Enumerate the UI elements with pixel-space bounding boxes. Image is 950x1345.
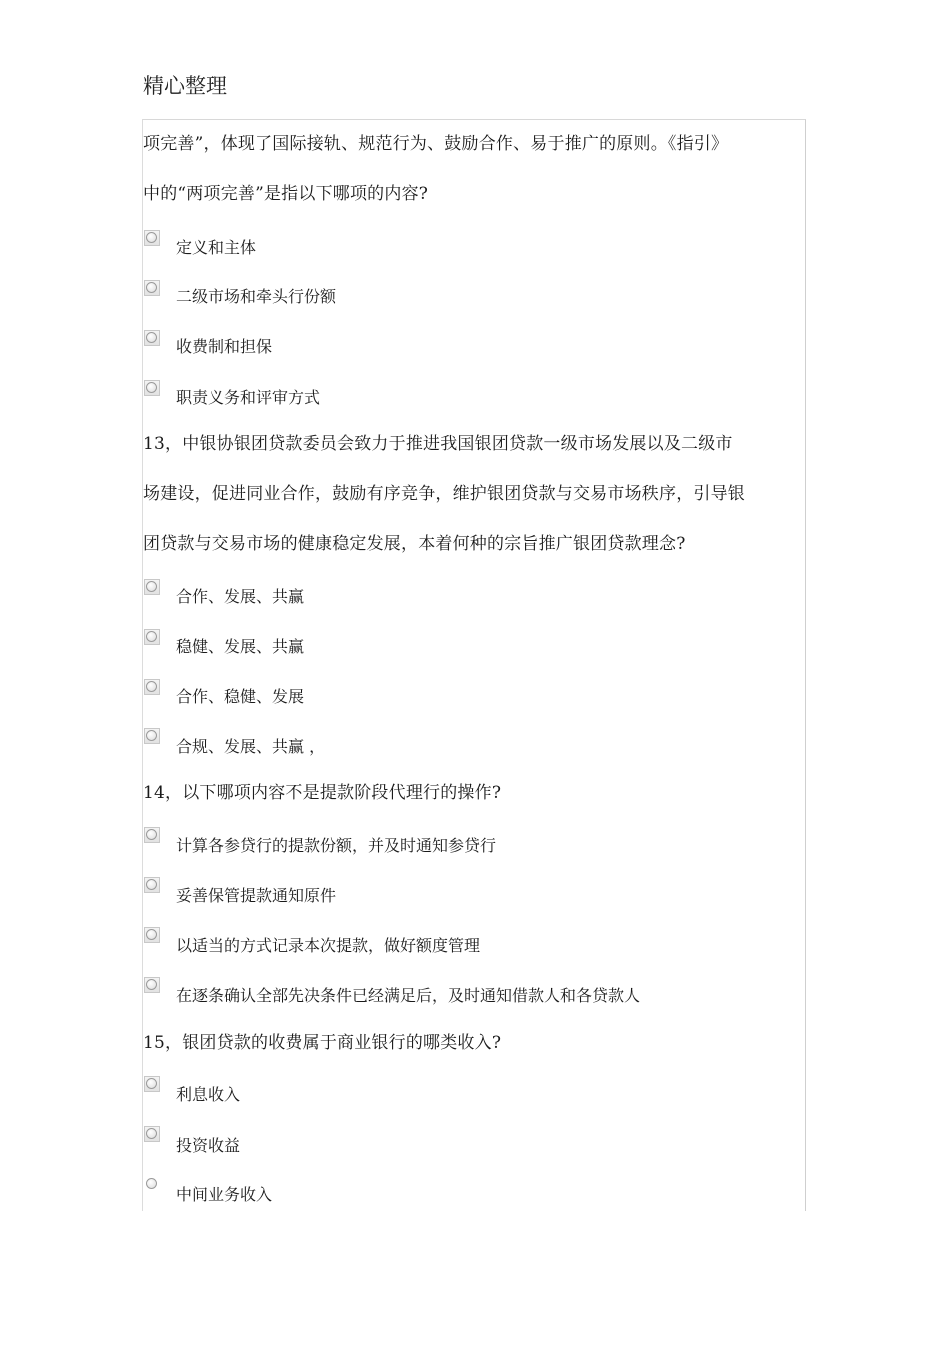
- question-13-option-2: 稳健、发展、共赢: [176, 637, 305, 656]
- radio-option-icon[interactable]: [144, 1126, 160, 1142]
- question-14-option-1: 计算各参贷行的提款份额，并及时通知参贷行: [176, 836, 497, 855]
- question-14-option-2: 妥善保管提款通知原件: [176, 886, 337, 905]
- radio-option-icon[interactable]: [144, 728, 160, 744]
- radio-option-icon[interactable]: [144, 629, 160, 645]
- radio-option-icon[interactable]: [144, 877, 160, 893]
- question-13-text-line-3: 团贷款与交易市场的健康稳定发展，本着何种的宗旨推广银团贷款理念?: [143, 534, 686, 554]
- radio-option-icon[interactable]: [144, 827, 160, 843]
- question-15-option-3: 中间业务收入: [176, 1185, 273, 1204]
- page-header: 精心整理: [143, 74, 227, 98]
- question-12-option-2: 二级市场和牵头行份额: [176, 287, 337, 306]
- radio-option-icon[interactable]: [144, 1076, 160, 1092]
- question-12-option-1: 定义和主体: [176, 238, 257, 257]
- question-13-option-4: 合规、发展、共赢 ，: [176, 737, 326, 756]
- question-13-option-1: 合作、发展、共赢: [176, 587, 305, 606]
- question-12-text-line-2: 中的“两项完善”是指以下哪项的内容?: [143, 184, 429, 204]
- question-12-text-line-1: 项完善”，体现了国际接轨、规范行为、鼓励合作、易于推广的原则。《指引》: [143, 134, 729, 154]
- radio-option-icon[interactable]: [144, 927, 160, 943]
- question-13-option-3: 合作、稳健、发展: [176, 687, 305, 706]
- question-15-option-2: 投资收益: [176, 1136, 241, 1155]
- question-12-option-3: 收费制和担保: [176, 337, 273, 356]
- radio-option-icon[interactable]: [144, 230, 160, 246]
- question-13-text-line-1: 13，中银协银团贷款委员会致力于推进我国银团贷款一级市场发展以及二级市: [143, 434, 733, 454]
- question-13-text-line-2: 场建设，促进同业合作，鼓励有序竞争，维护银团贷款与交易市场秩序，引导银: [143, 484, 745, 504]
- radio-option-icon[interactable]: [144, 579, 160, 595]
- question-14-text: 14，以下哪项内容不是提款阶段代理行的操作?: [143, 783, 502, 803]
- radio-option-icon[interactable]: [144, 330, 160, 346]
- radio-option-icon[interactable]: [144, 1176, 160, 1192]
- radio-option-icon[interactable]: [144, 280, 160, 296]
- question-15-option-1: 利息收入: [176, 1085, 241, 1104]
- question-14-option-3: 以适当的方式记录本次提款，做好额度管理: [176, 936, 481, 955]
- radio-option-icon[interactable]: [144, 977, 160, 993]
- question-14-option-4: 在逐条确认全部先决条件已经满足后，及时通知借款人和各贷款人: [176, 986, 641, 1005]
- question-12-option-4: 职责义务和评审方式: [176, 388, 321, 407]
- question-15-text: 15，银团贷款的收费属于商业银行的哪类收入?: [143, 1033, 502, 1053]
- radio-option-icon[interactable]: [144, 380, 160, 396]
- radio-option-icon[interactable]: [144, 679, 160, 695]
